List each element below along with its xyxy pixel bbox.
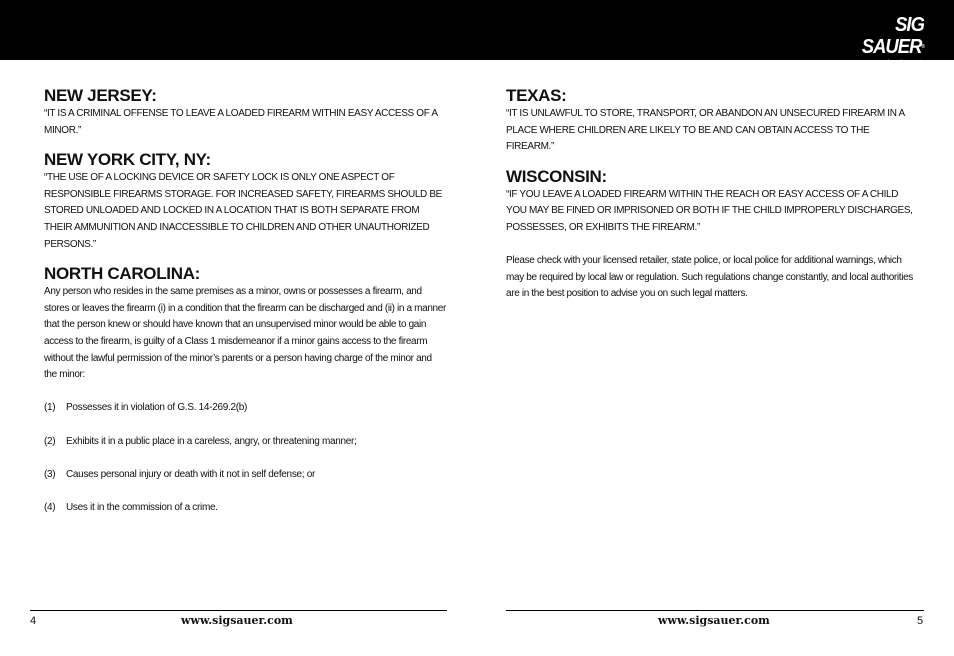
list-item-text: Causes personal injury or death with it not in self defense; or <box>66 468 316 480</box>
logo-wordmark <box>841 14 924 58</box>
list-item-number: (4) <box>44 501 56 513</box>
legal-advice-note: Please check with your licensed retailer, state police, or local police for additional warnings, which may be required by local law or regulation. Such regulations change constantly, and local authorities are in the best position to advise you on such legal matters. <box>506 255 913 300</box>
text-texas: “IT IS UNLAWFUL TO STORE, TRANSPORT, OR ABANDON AN UNSECURED FIREARM IN A PLACE WHERE CHILDREN ARE LIKELY TO BE AND CAN OBTAIN ACCESS TO THE FIREARM.” <box>506 108 905 153</box>
heading-wisconsin: WISCONSIN: <box>506 166 607 186</box>
text-north-carolina: Any person who resides in the same premises as a minor, owns or possesses a firearm, and stores or leaves the firearm (i) in a condition that the firearm can be discharged and (ii) in a manner that the person knew or should have known that an unsupervised minor would be able to gain access to the firearm, is guilty of a Class 1 misdemeanor if a minor gains access to the firearm without the lawful permission of the minor’s parents or a person having charge of the minor and the minor: <box>44 286 446 381</box>
list-item <box>44 434 449 451</box>
list-item <box>44 467 449 484</box>
sig-sauer-logo <box>834 14 924 66</box>
list-item <box>44 400 449 417</box>
footer-rule-left <box>30 610 447 611</box>
page-number-left: 4 <box>30 615 37 627</box>
logo-text: SIG SAUER <box>861 14 924 58</box>
list-item <box>44 500 449 517</box>
logo-tagline: when it counts <box>882 59 924 66</box>
right-column <box>506 86 916 314</box>
footer-url-right[interactable]: www.sigsauer.com <box>658 614 770 627</box>
heading-new-jersey: NEW JERSEY: <box>44 86 157 105</box>
footer-rule-right <box>506 610 924 611</box>
north-carolina-conditions-list <box>44 400 449 516</box>
heading-new-york-city: NEW YORK CITY, NY: <box>44 150 211 170</box>
header-bar <box>0 0 954 66</box>
list-item-number: (2) <box>44 435 56 447</box>
heading-texas: TEXAS: <box>506 86 567 105</box>
footer-url-left[interactable]: www.sigsauer.com <box>181 614 293 627</box>
logo-registered-mark: ® <box>921 44 924 50</box>
text-new-york-city: “THE USE OF A LOCKING DEVICE OR SAFETY LOCK IS ONLY ONE ASPECT OF RESPONSIBLE FIREARMS STORAGE. FOR INCREASED SAFETY, FIREARMS SHOULD BE STORED UNLOADED AND LOCKED IN A LOCATION THAT IS BOTH SEPARATE FROM THEIR AMMUNITION AND INACCESSIBLE TO CHILDREN AND OTHER UNAUTHORIZED PERSONS.” <box>44 172 442 250</box>
text-new-jersey: “IT IS A CRIMINAL OFFENSE TO LEAVE A LOADED FIREARM WITHIN EASY ACCESS OF A MINOR.” <box>44 108 438 136</box>
list-item-text: Exhibits it in a public place in a careless, angry, or threatening manner; <box>66 435 357 447</box>
list-item-number: (3) <box>44 468 56 480</box>
text-wisconsin: “IF YOU LEAVE A LOADED FIREARM WITHIN THE REACH OR EASY ACCESS OF A CHILD YOU MAY BE FINED OR IMPRISONED OR BOTH IF THE CHILD IMPROPERLY DISCHARGES, POSSESSES, OR EXHIBITS THE FIREARM.” <box>506 188 913 233</box>
list-item-number: (1) <box>44 402 56 414</box>
list-item-text: Uses it in the commission of a crime. <box>66 501 218 513</box>
heading-north-carolina: NORTH CAROLINA: <box>44 264 201 284</box>
page-number-right: 5 <box>917 615 924 627</box>
list-item-text: Possesses it in violation of G.S. 14-269.2(b) <box>66 402 248 414</box>
left-column <box>44 86 449 516</box>
